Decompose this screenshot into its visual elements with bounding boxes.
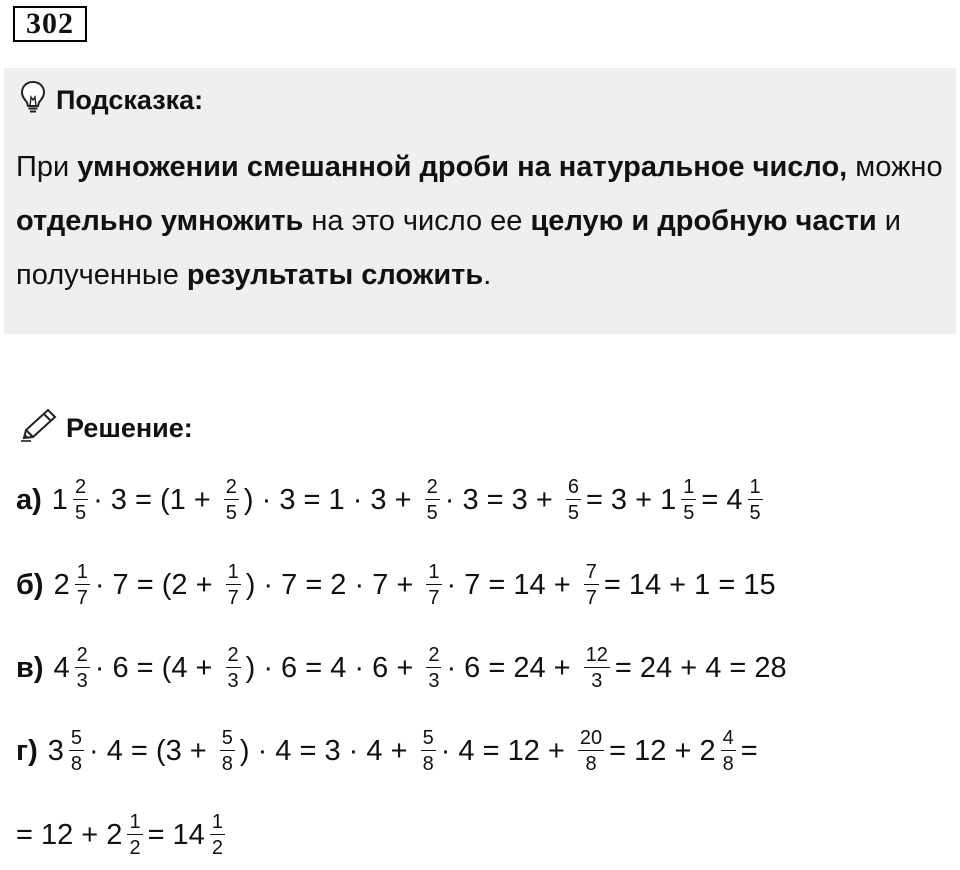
expression-text: · 7 = (2 + bbox=[94, 568, 221, 601]
fraction-bar bbox=[425, 499, 440, 500]
fraction bbox=[421, 727, 436, 775]
fraction-bar bbox=[226, 667, 241, 668]
fraction bbox=[584, 644, 610, 692]
fraction-bar bbox=[426, 584, 441, 585]
fraction bbox=[75, 561, 90, 609]
fraction bbox=[584, 561, 599, 609]
fraction bbox=[73, 476, 88, 524]
fraction-numerator: 2 bbox=[428, 644, 440, 666]
fraction-bar bbox=[584, 667, 610, 668]
fraction-denominator: 5 bbox=[567, 502, 579, 524]
fraction bbox=[681, 476, 696, 524]
fraction-denominator: 2 bbox=[129, 837, 141, 859]
fraction-numerator: 1 bbox=[129, 811, 141, 833]
pencil-icon bbox=[18, 407, 58, 450]
fraction-numerator: 2 bbox=[74, 476, 87, 498]
expression-text: = 4 bbox=[701, 483, 743, 516]
fraction-numerator: 1 bbox=[211, 811, 223, 833]
fraction bbox=[220, 727, 235, 775]
fraction-denominator: 8 bbox=[722, 753, 734, 775]
expression-text: = 12 + 2 bbox=[609, 734, 716, 767]
expression-text: = 12 + 2 bbox=[16, 818, 123, 851]
expression-text: · 6 = 24 + bbox=[446, 651, 579, 684]
expression-text: ) · 4 = 3 · 4 + bbox=[239, 734, 416, 767]
solution-header bbox=[18, 408, 193, 448]
fraction-numerator: 2 bbox=[426, 476, 438, 498]
fraction bbox=[566, 476, 581, 524]
fraction-denominator: 8 bbox=[221, 753, 233, 775]
fraction bbox=[226, 644, 241, 692]
fraction-denominator: 8 bbox=[585, 753, 597, 775]
fraction bbox=[75, 644, 90, 692]
fraction bbox=[425, 476, 440, 524]
fraction bbox=[578, 727, 604, 775]
fraction bbox=[224, 476, 239, 524]
fraction-numerator: 5 bbox=[70, 727, 83, 749]
expression-text: 2 bbox=[53, 568, 70, 601]
hint-title: Подсказка: bbox=[56, 84, 204, 115]
expression-text: = 14 bbox=[147, 818, 205, 851]
fraction-bar bbox=[578, 750, 604, 751]
hint-text-segment: При bbox=[16, 151, 78, 183]
expression-text: 1 bbox=[51, 483, 68, 516]
fraction-denominator: 7 bbox=[585, 587, 597, 609]
expression-text: · 6 = (4 + bbox=[94, 651, 221, 684]
expression-text: ) · 7 = 2 · 7 + bbox=[245, 568, 422, 601]
fraction-bar bbox=[421, 750, 436, 751]
item-label: а) bbox=[16, 483, 42, 516]
fraction-numerator: 1 bbox=[428, 561, 440, 583]
expression-text: · 3 = 3 + bbox=[444, 483, 561, 516]
fraction-numerator: 5 bbox=[221, 727, 233, 749]
hint-text-bold: результаты сложить bbox=[186, 259, 484, 291]
hint-text-segment: можно bbox=[847, 151, 943, 183]
hint-text-bold: умножении смешанной дроби на натуральное число, bbox=[77, 151, 848, 183]
fraction bbox=[69, 727, 84, 775]
fraction-bar bbox=[210, 834, 225, 835]
fraction-numerator: 12 bbox=[585, 644, 608, 666]
fraction-bar bbox=[75, 667, 90, 668]
expression-text: 4 bbox=[53, 651, 70, 684]
fraction-denominator: 5 bbox=[683, 502, 695, 524]
fraction-numerator: 2 bbox=[227, 644, 239, 666]
fraction bbox=[426, 644, 441, 692]
solution-line bbox=[16, 560, 776, 610]
solution-line bbox=[16, 726, 758, 776]
fraction-bar bbox=[584, 584, 599, 585]
solution-line bbox=[16, 643, 787, 693]
fraction-numerator: 1 bbox=[749, 476, 761, 498]
hint-text-segment: и полученные bbox=[16, 205, 901, 291]
hint-box bbox=[4, 68, 956, 334]
fraction bbox=[748, 476, 763, 524]
task-number: 302 bbox=[13, 6, 87, 42]
fraction-numerator: 1 bbox=[227, 561, 239, 583]
item-label: в) bbox=[16, 651, 44, 684]
fraction-numerator: 7 bbox=[585, 561, 597, 583]
expression-text: 3 bbox=[47, 734, 64, 767]
hint-text-segment: . bbox=[483, 259, 492, 291]
fraction-numerator: 1 bbox=[683, 476, 695, 498]
fraction-denominator: 2 bbox=[211, 837, 223, 859]
fraction-bar bbox=[426, 667, 441, 668]
fraction bbox=[210, 811, 225, 859]
fraction-bar bbox=[748, 499, 763, 500]
solution-title: Решение: bbox=[66, 412, 193, 443]
lightbulb-icon bbox=[20, 80, 46, 121]
solution-line bbox=[16, 475, 768, 525]
expression-text: = bbox=[740, 734, 758, 767]
expression-text: · 3 = (1 + bbox=[93, 483, 219, 516]
fraction-numerator: 6 bbox=[567, 476, 579, 498]
expression-text: = 3 + 1 bbox=[585, 483, 677, 516]
fraction-bar bbox=[220, 750, 235, 751]
fraction bbox=[426, 561, 441, 609]
solution-line bbox=[16, 810, 230, 860]
fraction-bar bbox=[681, 499, 696, 500]
fraction-denominator: 7 bbox=[76, 587, 88, 609]
fraction-denominator: 7 bbox=[428, 587, 440, 609]
fraction-numerator: 5 bbox=[422, 727, 434, 749]
item-label: б) bbox=[16, 568, 44, 601]
hint-header bbox=[20, 82, 203, 118]
fraction-bar bbox=[127, 834, 142, 835]
expression-text: · 4 = 12 + bbox=[440, 734, 573, 767]
fraction-denominator: 5 bbox=[426, 502, 438, 524]
fraction-denominator: 8 bbox=[70, 753, 83, 775]
fraction bbox=[127, 811, 142, 859]
expression-text: = 14 + 1 = 15 bbox=[603, 568, 776, 601]
fraction-numerator: 1 bbox=[76, 561, 88, 583]
fraction-denominator: 3 bbox=[428, 670, 440, 692]
fraction-bar bbox=[75, 584, 90, 585]
fraction bbox=[721, 727, 736, 775]
expression-text: = 24 + 4 = 28 bbox=[614, 651, 787, 684]
expression-text: ) · 3 = 1 · 3 + bbox=[243, 483, 420, 516]
fraction-bar bbox=[69, 750, 84, 751]
fraction-bar bbox=[566, 499, 581, 500]
fraction-bar bbox=[226, 584, 241, 585]
item-label: г) bbox=[16, 734, 38, 767]
expression-text: ) · 6 = 4 · 6 + bbox=[245, 651, 422, 684]
fraction-numerator: 20 bbox=[579, 727, 603, 749]
fraction-denominator: 3 bbox=[227, 670, 239, 692]
fraction-denominator: 8 bbox=[422, 753, 434, 775]
fraction-denominator: 5 bbox=[749, 502, 761, 524]
fraction-denominator: 3 bbox=[76, 670, 88, 692]
fraction-denominator: 5 bbox=[74, 502, 87, 524]
fraction-denominator: 7 bbox=[227, 587, 239, 609]
hint-text bbox=[16, 140, 951, 302]
fraction-denominator: 5 bbox=[225, 502, 237, 524]
fraction-numerator: 4 bbox=[722, 727, 734, 749]
fraction-numerator: 2 bbox=[225, 476, 237, 498]
fraction bbox=[226, 561, 241, 609]
hint-text-segment: на это число ее bbox=[303, 205, 531, 237]
fraction-bar bbox=[73, 499, 88, 500]
fraction-bar bbox=[224, 499, 239, 500]
hint-text-bold: отдельно умножить bbox=[16, 205, 304, 237]
expression-text: · 4 = (3 + bbox=[89, 734, 215, 767]
hint-text-bold: целую и дробную части bbox=[530, 205, 877, 237]
expression-text: · 7 = 14 + bbox=[446, 568, 579, 601]
fraction-denominator: 3 bbox=[591, 670, 603, 692]
fraction-bar bbox=[721, 750, 736, 751]
fraction-numerator: 2 bbox=[76, 644, 88, 666]
